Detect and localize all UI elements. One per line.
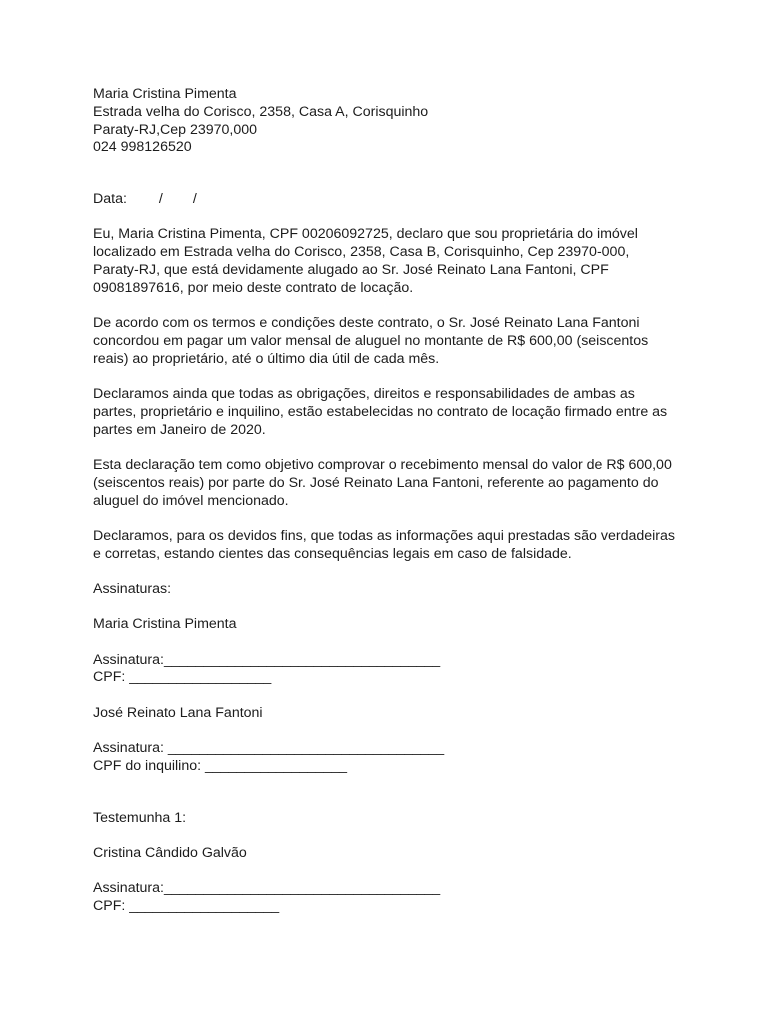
paragraph-closing xyxy=(93,528,693,564)
owner-cpf-line: CPF: __________________ xyxy=(93,669,272,686)
sender-address-line1: Estrada velha do Corisco, 2358, Casa A, Corisquinho xyxy=(93,103,429,120)
sender-name: Maria Cristina Pimenta xyxy=(93,86,237,102)
date-separator-2: / xyxy=(192,191,197,208)
signatures-heading: Assinaturas: xyxy=(93,580,172,597)
witness-heading: Testemunha 1: xyxy=(93,809,187,826)
paragraph-line: partes em Janeiro de 2020. xyxy=(93,421,266,438)
sender-block xyxy=(93,86,693,157)
tenant-signature-block xyxy=(93,705,693,776)
owner-name: Maria Cristina Pimenta xyxy=(93,616,237,633)
paragraph-line: Esta declaração tem como objetivo comprovar o recebimento mensal do valor de R$ 600,00 xyxy=(93,456,672,473)
date-row xyxy=(93,191,693,209)
paragraph-line: 09081897616, por meio deste contrato de locação. xyxy=(93,279,414,296)
tenant-signature-line: Assinatura: ___________________________________ xyxy=(93,739,445,756)
tenant-cpf-line: CPF do inquilino: __________________ xyxy=(93,757,348,774)
tenant-name: José Reinato Lana Fantoni xyxy=(93,704,263,721)
paragraph-obligations xyxy=(93,386,693,439)
owner-signature-line: Assinatura:___________________________________ xyxy=(93,651,441,668)
paragraph-line: Declaramos, para os devidos fins, que todas as informações aqui prestadas são verdadeiras xyxy=(93,527,676,544)
paragraph-terms xyxy=(93,315,693,368)
paragraph-line: (seiscentos reais) por parte do Sr. José Reinato Lana Fantoni, referente ao pagamento do xyxy=(93,474,659,491)
paragraph-purpose xyxy=(93,457,693,510)
paragraph-declaration xyxy=(93,226,693,297)
witness-signature-line: Assinatura:___________________________________ xyxy=(93,880,441,897)
paragraph-line: e corretas, estando cientes das consequências legais em caso de falsidade. xyxy=(93,545,572,562)
witness-signature-block xyxy=(93,810,693,916)
owner-signature-block xyxy=(93,616,693,687)
witness-cpf-line: CPF: ___________________ xyxy=(93,897,280,914)
paragraph-line: partes, proprietário e inquilino, estão estabelecidas no contrato de locação firmado entre as xyxy=(93,403,668,420)
paragraph-line: concordou em pagar um valor mensal de aluguel no montante de R$ 600,00 (seiscentos xyxy=(93,332,649,349)
document-page xyxy=(93,86,693,916)
paragraph-line: Declaramos ainda que todas as obrigações, direitos e responsabilidades de ambas as xyxy=(93,386,635,403)
sender-address-line2: Paraty-RJ,Cep 23970,000 xyxy=(93,121,258,138)
date-label: Data: xyxy=(93,191,127,208)
paragraph-line: reais) ao proprietário, até o último dia útil de cada mês. xyxy=(93,350,440,367)
paragraph-line: aluguel do imóvel mencionado. xyxy=(93,492,289,509)
witness-name: Cristina Cândido Galvão xyxy=(93,844,247,861)
paragraph-line: De acordo com os termos e condições deste contrato, o Sr. José Reinato Lana Fantoni xyxy=(93,315,640,332)
sender-phone: 024 998126520 xyxy=(93,139,192,156)
paragraph-line: localizado em Estrada velha do Corisco, 2358, Casa B, Corisquinho, Cep 23970-000, xyxy=(93,244,630,261)
paragraph-line: Paraty-RJ, que está devidamente alugado ao Sr. José Reinato Lana Fantoni, CPF xyxy=(93,262,609,279)
date-separator-1: / xyxy=(158,191,163,208)
paragraph-line: Eu, Maria Cristina Pimenta, CPF 00206092725, declaro que sou proprietária do imóvel xyxy=(93,226,638,243)
